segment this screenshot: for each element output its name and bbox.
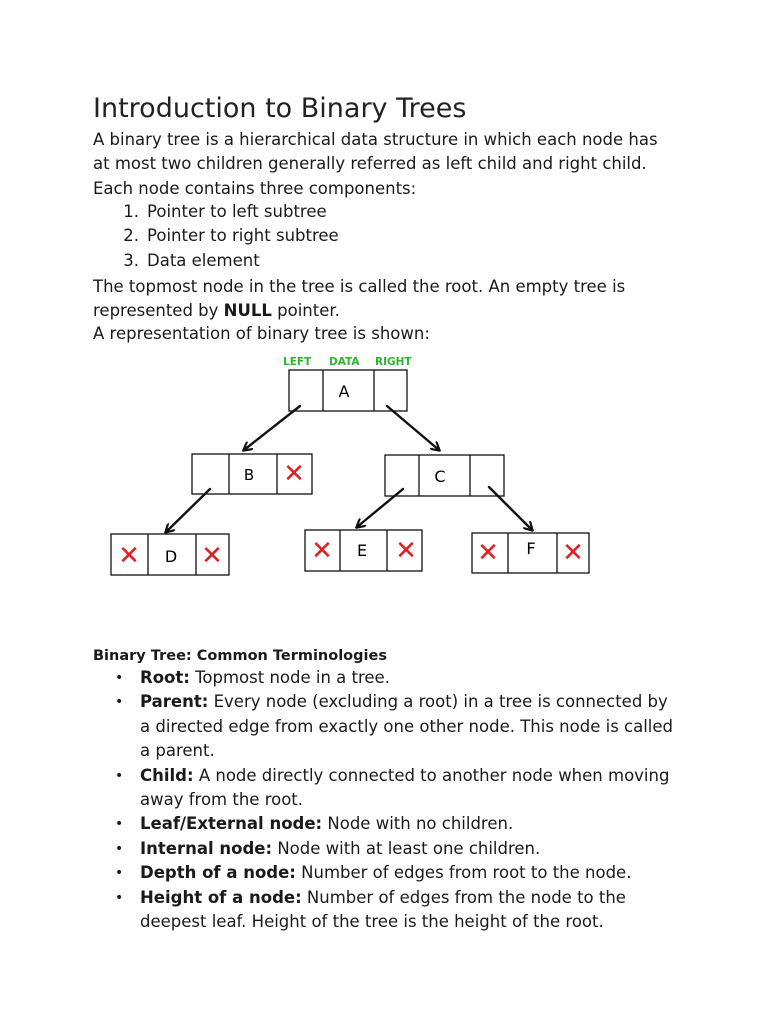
node-d-label: D (164, 547, 178, 566)
bullet-icon: • (115, 670, 124, 686)
term-name: Height of a node: (140, 887, 302, 907)
list-item (93, 224, 339, 248)
null-mark-icon: ✕ (395, 536, 417, 566)
bullet-icon: • (115, 840, 124, 857)
node-b-label: B (243, 466, 255, 484)
term-description: Number of edges from root to the node. (295, 863, 632, 883)
null-mark-icon: ✕ (118, 541, 140, 571)
term-description: Number of edges from the node to the deepest leaf. Height of the tree is the height of the root. (140, 887, 626, 932)
term-name: Child: (140, 765, 194, 785)
list-item (93, 249, 339, 273)
edge-c-f (489, 487, 532, 530)
edge-a-b (244, 406, 300, 450)
root-line-2-before: represented by (93, 301, 224, 321)
intro-line-1: A binary tree is a hierarchical data structure in which each node has (93, 130, 658, 149)
root-line-1: The topmost node in the tree is called the root. An empty tree is (93, 277, 626, 296)
components-list (93, 200, 339, 273)
list-number: 3. (123, 250, 139, 270)
term-description: A node directly connected to another node when moving away from the root. (140, 765, 670, 810)
term-name: Leaf/External node: (140, 814, 323, 834)
label-left: LEFT (283, 356, 312, 368)
representation-line: A representation of binary tree is shown: (93, 324, 430, 343)
null-mark-icon: ✕ (283, 459, 305, 489)
list-item (93, 861, 673, 885)
term-name: Parent: (140, 692, 209, 712)
root-paragraph (93, 275, 693, 324)
intro-line-2: at most two children generally referred as left child and right child. (93, 154, 647, 174)
term-description: Topmost node in a tree. (189, 668, 390, 687)
list-number: 2. (123, 226, 139, 246)
bullet-icon: • (115, 865, 124, 882)
edge-c-e (357, 489, 403, 527)
list-item (93, 666, 673, 690)
node-c-label: C (434, 467, 446, 486)
term-description: Node with at least one children. (272, 838, 541, 858)
list-item (93, 837, 673, 861)
term-name: Internal node: (140, 838, 273, 858)
null-mark-icon: ✕ (477, 538, 499, 568)
page-title: Introduction to Binary Trees (93, 93, 467, 124)
list-text: Data element (147, 250, 260, 270)
bullet-icon: • (115, 694, 124, 711)
term-name: Depth of a node: (140, 863, 296, 883)
list-text: Pointer to right subtree (147, 226, 339, 246)
list-item (93, 200, 339, 224)
label-right: RIGHT (375, 356, 412, 368)
list-number: 1. (123, 202, 139, 221)
list-text: Pointer to left subtree (147, 202, 327, 221)
list-item (93, 690, 673, 763)
edge-b-d (166, 489, 210, 532)
label-data: DATA (329, 356, 360, 368)
bullet-icon: • (115, 816, 124, 833)
node-a-label: A (338, 382, 350, 401)
term-description: Node with no children. (322, 814, 514, 834)
terminology-list (93, 666, 673, 934)
list-item (93, 764, 673, 813)
null-mark-icon: ✕ (562, 538, 584, 568)
terminology-heading: Binary Tree: Common Terminologies (93, 648, 387, 664)
intro-paragraph (93, 128, 693, 201)
edge-a-c (387, 406, 439, 450)
node-f-label: F (526, 539, 536, 558)
term-name: Root: (140, 668, 190, 687)
root-line-2-after: pointer. (271, 301, 340, 321)
null-keyword: NULL (223, 301, 272, 321)
node-e-label: E (356, 541, 368, 560)
null-mark-icon: ✕ (311, 536, 333, 566)
list-item (93, 812, 673, 836)
term-description: Every node (excluding a root) in a tree is connected by a directed edge from exactly one other node. This node is called a parent. (140, 692, 674, 761)
null-mark-icon: ✕ (201, 541, 223, 571)
bullet-icon: • (115, 889, 124, 906)
binary-tree-diagram (100, 348, 620, 588)
bullet-icon: • (115, 767, 124, 784)
intro-line-3: Each node contains three components: (93, 178, 417, 198)
list-item (93, 886, 673, 935)
